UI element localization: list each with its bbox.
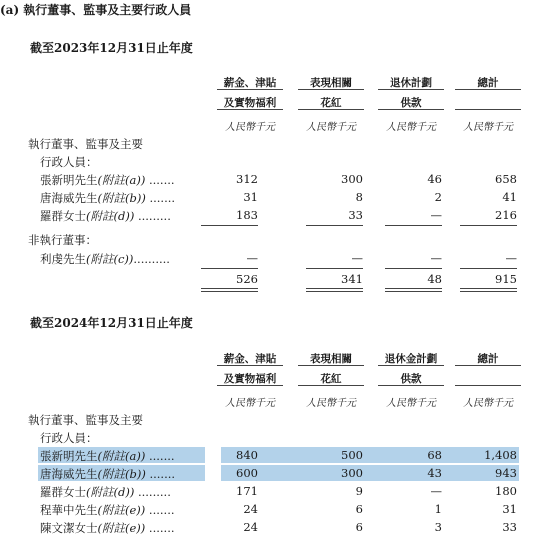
t2023-unit-col1: 人民幣千元 bbox=[225, 122, 275, 133]
t2024-header-underline2-col3 bbox=[378, 385, 444, 386]
t2024-row-col4: 1,408 bbox=[484, 448, 517, 462]
t2023-header-col2-line1: 表現相關 bbox=[310, 77, 352, 89]
t2023-row-col1: 31 bbox=[243, 190, 258, 204]
t2024-row-col2: 300 bbox=[341, 466, 363, 480]
heading-2024: 截至2024年12月31日止年度 bbox=[30, 316, 193, 330]
t2024-header-underline-col4 bbox=[455, 365, 521, 366]
t2023-row-col4: 216 bbox=[495, 208, 517, 222]
t2023-row-col3: 46 bbox=[427, 172, 442, 186]
t2023-header-underline-col1 bbox=[217, 89, 283, 90]
t2023-header-col1-line1: 薪金、津貼 bbox=[223, 77, 277, 89]
t2024-unit-col3: 人民幣千元 bbox=[386, 398, 436, 409]
t2023-row-col4: 658 bbox=[495, 172, 517, 186]
t2023-row-col3: — bbox=[430, 208, 442, 222]
t2023-group1-line1: 執行董事、監事及主要 bbox=[28, 137, 143, 151]
t2024-row-col3: 1 bbox=[434, 502, 442, 516]
t2023-header-col3-line1: 退休計劃 bbox=[390, 77, 432, 89]
t2023-subtotal-rule-col1 bbox=[201, 225, 258, 226]
t2024-row-col1: 840 bbox=[236, 448, 258, 462]
t2023-row-col1: 312 bbox=[236, 172, 258, 186]
t2023-total-col2: 341 bbox=[341, 272, 363, 286]
t2024-row-col4: 33 bbox=[502, 520, 517, 534]
t2023-unit-col4: 人民幣千元 bbox=[463, 122, 513, 133]
t2023-total-col3: 48 bbox=[427, 272, 442, 286]
t2023-header-underline-col3 bbox=[378, 89, 444, 90]
t2023-subtotal-rule-col4 bbox=[460, 225, 517, 226]
t2024-row-col4: 31 bbox=[502, 502, 517, 516]
t2023-header-underline2-col4 bbox=[455, 109, 521, 110]
t2023-row-label: 張新明先生(附註(a)) ....... bbox=[40, 173, 175, 187]
t2023-header-underline-col4 bbox=[455, 89, 521, 90]
t2023-header-col2-line2: 花紅 bbox=[320, 97, 342, 109]
t2023-header-underline2-col2 bbox=[298, 109, 364, 110]
t2023-total-rule-top-col3 bbox=[385, 268, 442, 269]
t2024-row-col1: 171 bbox=[236, 484, 258, 498]
t2024-header-col3-line1: 退休金計劃 bbox=[384, 353, 438, 365]
t2024-row-col4: 943 bbox=[495, 466, 517, 480]
t2024-header-col3-line2: 供款 bbox=[400, 373, 422, 385]
t2023-row-col1: — bbox=[246, 251, 258, 265]
t2024-row-col3: — bbox=[430, 484, 442, 498]
t2023-total-col1: 526 bbox=[236, 272, 258, 286]
t2024-unit-col4: 人民幣千元 bbox=[463, 398, 513, 409]
t2024-header-col4-line1: 總計 bbox=[477, 353, 499, 365]
t2023-row-col3: 2 bbox=[434, 190, 442, 204]
t2024-row-col2: 9 bbox=[355, 484, 363, 498]
section-title: (a) 執行董事、監事及主要行政人員 bbox=[0, 3, 192, 17]
t2023-total-rule-bottom2-col4 bbox=[460, 291, 517, 292]
t2024-header-underline-col1 bbox=[217, 365, 283, 366]
t2024-group1-line1: 執行董事、監事及主要 bbox=[28, 413, 143, 427]
t2024-row-col2: 6 bbox=[355, 502, 363, 516]
t2024-header-underline-col3 bbox=[378, 365, 444, 366]
t2024-row-col2: 500 bbox=[341, 448, 363, 462]
t2023-row-col3: — bbox=[430, 251, 442, 265]
t2024-row-label: 程華中先生(附註(e)) ....... bbox=[40, 503, 175, 517]
t2023-row-col2: 300 bbox=[341, 172, 363, 186]
t2023-row-col2: — bbox=[351, 251, 363, 265]
t2024-row-col3: 68 bbox=[427, 448, 442, 462]
t2024-header-col1-line1: 薪金、津貼 bbox=[223, 353, 277, 365]
t2024-row-col1: 24 bbox=[243, 520, 258, 534]
t2023-row-label: 羅群女士(附註(d)) ......... bbox=[40, 209, 171, 223]
t2024-header-col2-line2: 花紅 bbox=[320, 373, 342, 385]
t2024-header-underline2-col2 bbox=[298, 385, 364, 386]
t2024-header-underline2-col4 bbox=[455, 385, 521, 386]
t2024-header-col2-line1: 表現相關 bbox=[310, 353, 352, 365]
t2023-unit-col3: 人民幣千元 bbox=[386, 122, 436, 133]
t2023-total-rule-bottom1-col4 bbox=[460, 288, 517, 289]
t2023-total-rule-bottom1-col1 bbox=[201, 288, 258, 289]
t2023-row-label: 利虔先生(附註(c)).......... bbox=[40, 252, 170, 266]
t2023-row-col2: 33 bbox=[348, 208, 363, 222]
t2023-row-col4: — bbox=[505, 251, 517, 265]
t2024-unit-col2: 人民幣千元 bbox=[306, 398, 356, 409]
t2023-total-rule-top-col4 bbox=[460, 268, 517, 269]
t2023-group2: 非執行董事： bbox=[28, 233, 97, 247]
t2023-header-col4-line1: 總計 bbox=[477, 77, 499, 89]
t2023-total-rule-top-col1 bbox=[201, 268, 258, 269]
t2023-row-col1: 183 bbox=[236, 208, 258, 222]
t2024-group1-line2: 行政人員： bbox=[40, 431, 98, 445]
t2024-row-label: 羅群女士(附註(d)) ......... bbox=[40, 485, 171, 499]
t2023-header-underline-col2 bbox=[298, 89, 364, 90]
t2023-subtotal-rule-col2 bbox=[306, 225, 363, 226]
t2024-row-col4: 180 bbox=[495, 484, 517, 498]
t2023-row-label: 唐海威先生(附註(b)) ....... bbox=[40, 191, 176, 205]
t2024-header-underline2-col1 bbox=[217, 385, 283, 386]
t2023-header-col1-line2: 及實物福利 bbox=[223, 97, 277, 109]
t2023-total-rule-bottom2-col2 bbox=[306, 291, 363, 292]
t2024-row-col2: 6 bbox=[355, 520, 363, 534]
t2024-row-label: 唐海威先生(附註(b)) ....... bbox=[40, 467, 176, 481]
t2023-header-underline2-col1 bbox=[217, 109, 283, 110]
t2023-header-col3-line2: 供款 bbox=[400, 97, 422, 109]
heading-2023: 截至2023年12月31日止年度 bbox=[30, 41, 193, 55]
t2024-header-col1-line2: 及實物福利 bbox=[223, 373, 277, 385]
t2023-row-col2: 8 bbox=[355, 190, 363, 204]
t2024-unit-col1: 人民幣千元 bbox=[225, 398, 275, 409]
t2024-header-underline-col2 bbox=[298, 365, 364, 366]
t2023-subtotal-rule-col3 bbox=[385, 225, 442, 226]
t2023-group1-line2: 行政人員： bbox=[40, 155, 98, 169]
t2024-row-col3: 3 bbox=[434, 520, 442, 534]
t2023-total-col4: 915 bbox=[495, 272, 517, 286]
t2024-row-col1: 24 bbox=[243, 502, 258, 516]
t2023-total-rule-top-col2 bbox=[306, 268, 363, 269]
t2023-row-col4: 41 bbox=[502, 190, 517, 204]
t2023-unit-col2: 人民幣千元 bbox=[306, 122, 356, 133]
t2023-total-rule-bottom1-col2 bbox=[306, 288, 363, 289]
t2024-row-label: 張新明先生(附註(a)) ....... bbox=[40, 449, 175, 463]
t2024-row-label: 陳文潔女士(附註(e)) ....... bbox=[40, 521, 175, 535]
t2023-total-rule-bottom2-col3 bbox=[385, 291, 442, 292]
t2023-total-rule-bottom2-col1 bbox=[201, 291, 258, 292]
t2023-total-rule-bottom1-col3 bbox=[385, 288, 442, 289]
t2023-header-underline2-col3 bbox=[378, 109, 444, 110]
t2024-row-col3: 43 bbox=[427, 466, 442, 480]
t2024-row-col1: 600 bbox=[236, 466, 258, 480]
